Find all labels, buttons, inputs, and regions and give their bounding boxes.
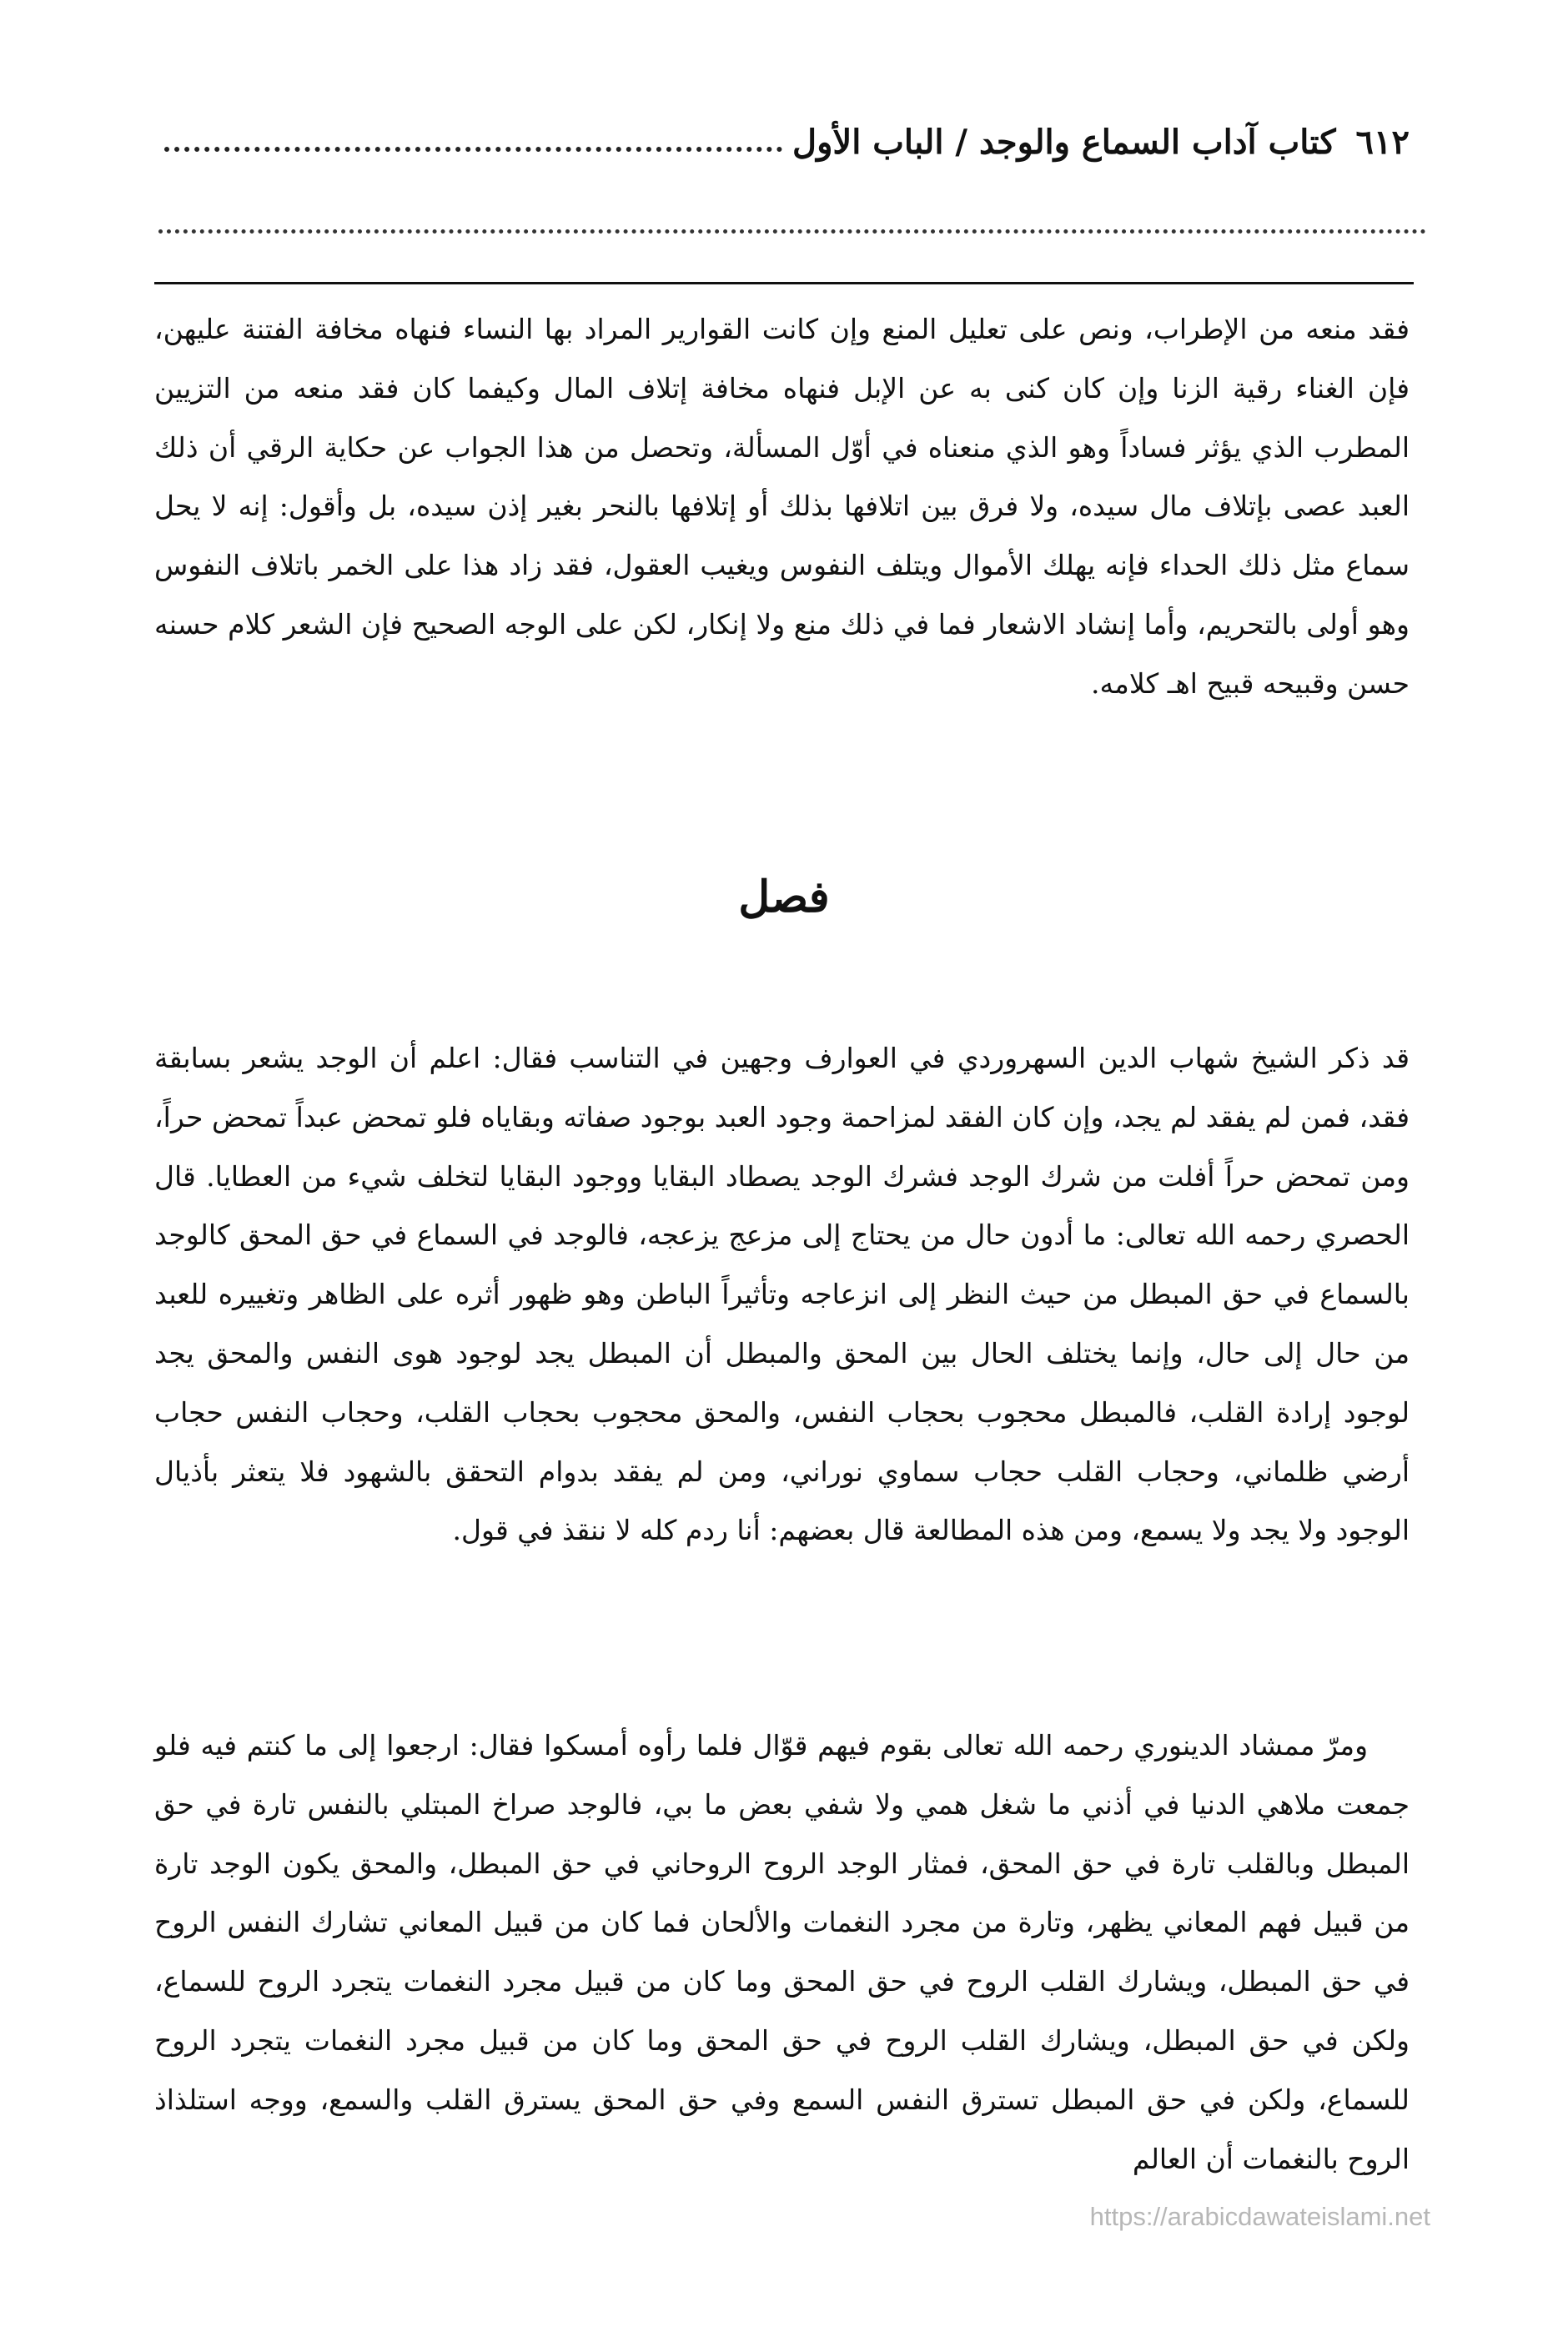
header-rule: [154, 282, 1414, 284]
paragraph-top: فقد منعه من الإطراب، ونص على تعليل المنع وإن كانت القوارير المراد بها النساء فنهاه مخافة الفتنة عليهن، فإن الغناء رقية الزنا وإن كان كنى به عن الإبل فنهاه مخافة إتلاف المال وكيفما كان فقد منعه من التزيين المطرب الذي يؤثر فساداً وهو الذي منعناه في أوّل المسألة، وتحصل من هذا الجواب عن حكاية الرقي أن ذلك العبد عصى بإتلاف مال سيده، ولا فرق بين اتلافها بذلك أو إتلافها بالنحر بغير إذن سيده، بل وأقول: إنه لا يحل سماع مثل ذلك الحداء فإنه يهلك الأموال ويتلف النفوس ويغيب العقول، فقد زاد هذا على الخمر باتلاف النفوس وهو أولى بالتحريم، وأما إنشاد الاشعار فما في ذلك منع ولا إنكار، لكن على الوجه الصحيح فإن الشعر كلام حسنه حسن وقبيحه قبيح اهـ كلامه.: [154, 313, 1410, 700]
section-heading: فصل: [738, 872, 830, 922]
running-title: كتاب آداب السماع والوجد / الباب الأول: [792, 122, 1336, 162]
running-header: [154, 108, 1410, 175]
header-dotted-leader: [164, 147, 782, 152]
paragraph-bottom: ومرّ ممشاد الدينوري رحمه الله تعالى بقوم فيهم قوّال فلما رأوه أمسكوا فقال: ارجعوا إلى ما كنتم فيه فلو جمعت ملاهي الدنيا في أذني ما شغل همي ولا شفي بعض ما بي، فالوجد صراخ المبتلي بالنفس تارة في حق المبطل وبالقلب تارة في حق المحق، فمثار الوجد الروح الروحاني في حق المبطل، والمحق يكون الوجد تارة من قبيل فهم المعاني يظهر، وتارة من مجرد النغمات والألحان فما كان من قبيل المعاني تشارك النفس الروح في حق المبطل، ويشارك القلب الروح في حق المحق وما كان من قبيل مجرد النغمات يتجرد الروح للسماع، ولكن في حق المبطل، ويشارك القلب الروح في حق المحق وما كان من قبيل مجرد النغمات يتجرد الروح للسماع، ولكن في حق المبطل تسترق النفس السمع وفي حق المحق يسترق القلب والسمع، ووجه استلذاذ الروح بالنغمات أن العالم: [154, 1729, 1410, 2175]
dotted-separator: [158, 229, 1426, 234]
watermark-url: https://arabicdawateislami.net: [1089, 2202, 1430, 2231]
page-number: ٦١٢: [1355, 122, 1410, 162]
paragraph-middle: قد ذكر الشيخ شهاب الدين السهروردي في العوارف وجهين في التناسب فقال: اعلم أن الوجد يشعر بسابقة فقد، فمن لم يفقد لم يجد، وإن كان الفقد لمزاحمة وجود العبد بوجود صفاته وبقاياه فلو تمحض عبداً تمحض حراً، ومن تمحض حراً أفلت من شرك الوجد فشرك الوجد يصطاد البقايا ووجود البقايا لتخلف شيء من العطايا. قال الحصري رحمه الله تعالى: ما أدون حال من يحتاج إلى مزعج يزعجه، فالوجد في السماع في حق المحق كالوجد بالسماع في حق المبطل من حيث النظر إلى انزعاجه وتأثيراً الباطن وهو ظهور أثره على الظاهر وتغييره للعبد من حال إلى حال، وإنما يختلف الحال بين المحق والمبطل أن المبطل يجد لوجود هوى النفس والمحق يجد لوجود إرادة القلب، فالمبطل محجوب بحجاب النفس، والمحق محجوب بحجاب القلب، وحجاب النفس حجاب أرضي ظلماني، وحجاب القلب حجاب سماوي نوراني، ومن لم يفقد بدوام التحقق بالشهود فلا يتعثر بأذيال الوجود ولا يجد ولا يسمع، ومن هذه المطالعة قال بعضهم: أنا ردم كله لا ننقذ في قول.: [154, 1042, 1410, 1547]
